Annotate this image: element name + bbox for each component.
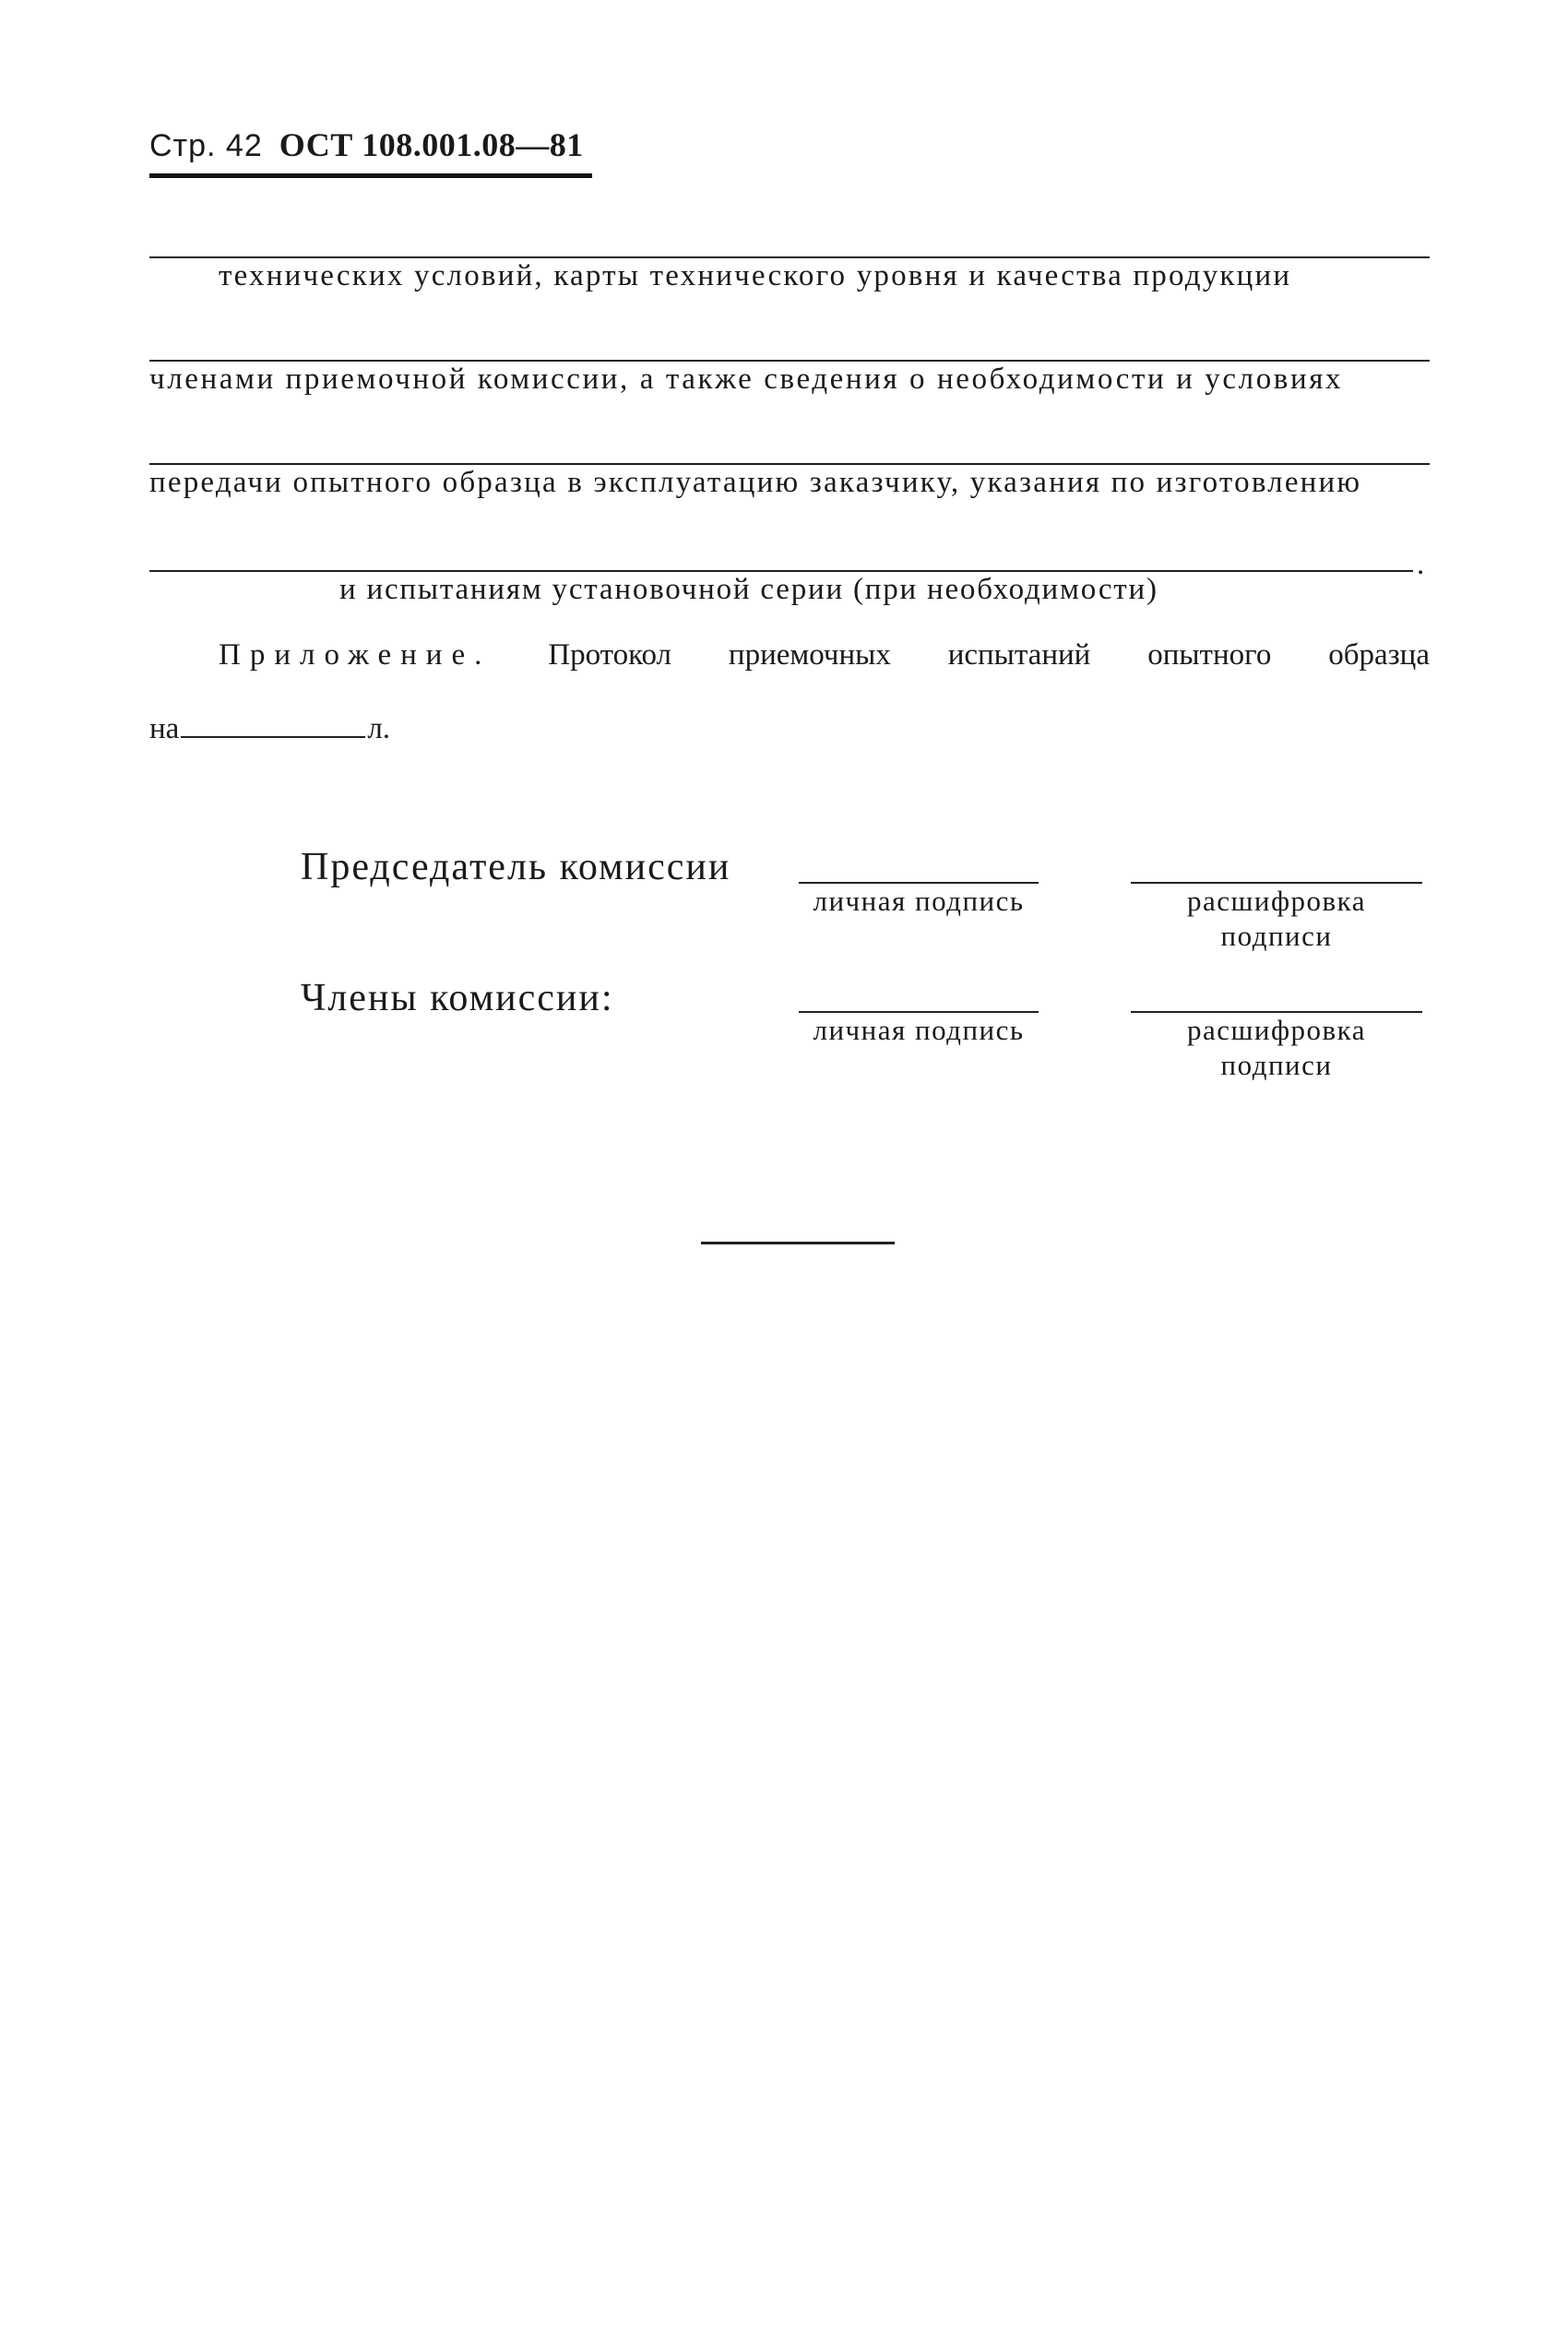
page-number: Стр. 42 bbox=[149, 128, 263, 163]
sheets-blank bbox=[181, 736, 365, 738]
end-separator bbox=[701, 1242, 895, 1244]
appendix-word: образца bbox=[1328, 638, 1430, 672]
fill-line-1 bbox=[149, 256, 1430, 258]
members-signature-caption: личная подпись bbox=[813, 1014, 1025, 1046]
end-dot: . bbox=[1417, 548, 1425, 581]
chairman-decoding-caption-1: расшифровка bbox=[1186, 885, 1367, 917]
fill-caption-2: членами приемочной комиссии, а также сведения о необходимости и условиях bbox=[149, 363, 1344, 396]
members-decoding-caption-1: расшифровка bbox=[1186, 1014, 1367, 1046]
appendix-word: Протокол bbox=[548, 638, 672, 672]
standard-code: ОСТ 108.001.08—81 bbox=[279, 126, 584, 163]
fill-caption-4: и испытаниям установочной серии (при необходимости) bbox=[339, 573, 1158, 606]
appendix-word: опытного bbox=[1147, 638, 1272, 672]
fill-line-4 bbox=[149, 570, 1413, 572]
chairman-title: Председатель комиссии bbox=[301, 846, 731, 888]
header-underline bbox=[149, 173, 592, 178]
appendix-sheets bbox=[149, 712, 390, 746]
appendix-line bbox=[219, 638, 1430, 672]
appendix-suffix: л. bbox=[367, 712, 391, 745]
appendix-word: приемочных bbox=[728, 638, 891, 672]
chairman-signature-caption: личная подпись bbox=[813, 885, 1025, 917]
fill-line-2 bbox=[149, 360, 1430, 362]
appendix-prefix: на bbox=[149, 712, 180, 745]
members-title: Члены комиссии: bbox=[301, 977, 614, 1019]
page-header bbox=[149, 125, 584, 177]
fill-caption-1: технических условий, карты технического уровня и качества продукции bbox=[219, 259, 1292, 292]
fill-line-3 bbox=[149, 463, 1430, 465]
chairman-decoding-caption-2: подписи bbox=[1220, 920, 1333, 952]
appendix-label: Приложение. bbox=[219, 638, 492, 672]
members-decoding-caption-2: подписи bbox=[1220, 1049, 1333, 1081]
fill-caption-3: передачи опытного образца в эксплуатацию заказчику, указания по изготовлению bbox=[149, 466, 1362, 499]
appendix-word: испытаний bbox=[947, 638, 1091, 672]
